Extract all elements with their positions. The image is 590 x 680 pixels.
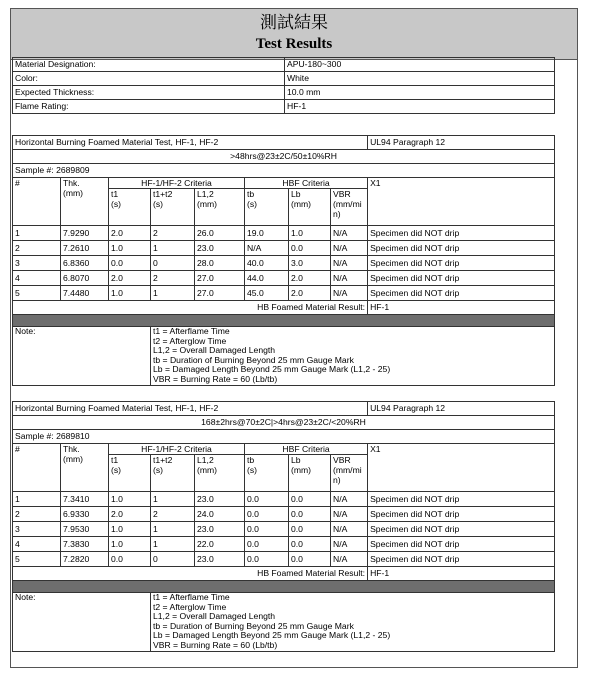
table-cell: 1.0 <box>109 537 151 552</box>
section-divider <box>13 581 555 593</box>
table-cell: 6.8360 <box>61 256 109 271</box>
col-t1: t1 (s) <box>109 455 151 492</box>
note-label: Note: <box>13 327 151 386</box>
table-cell: 0.0 <box>245 522 289 537</box>
note-text: t1 = Afterflame Time t2 = Afterglow Time L1,2 = Overall Damaged Length tb = Duration of Burning Beyond 25 mm Gauge Mark Lb = Damaged Length Beyond 25 mm Gauge Mark (L1,2 - 25) VBR = Burning Rate = 60 (Lb/tb) <box>151 593 555 652</box>
table-cell: 7.2820 <box>61 552 109 567</box>
test-section-2 <box>12 401 555 652</box>
table-cell: 26.0 <box>195 226 245 241</box>
result-value: HF-1 <box>368 301 555 315</box>
table-cell: 2 <box>151 507 195 522</box>
result-label: HB Foamed Material Result: <box>13 567 368 581</box>
table-cell: 2 <box>151 226 195 241</box>
table-cell: 7.3410 <box>61 492 109 507</box>
material-info-table <box>12 57 555 114</box>
table-cell: N/A <box>331 271 368 286</box>
table-cell: 2.0 <box>109 271 151 286</box>
table-cell: 23.0 <box>195 492 245 507</box>
table-cell: 1 <box>151 241 195 256</box>
flame-rating-label: Flame Rating: <box>13 100 285 114</box>
table-cell: 0.0 <box>289 507 331 522</box>
conditioning: >48hrs@23±2C/50±10%RH <box>13 150 555 164</box>
table-cell: 0.0 <box>245 552 289 567</box>
table-cell: N/A <box>245 241 289 256</box>
section-divider <box>13 315 555 327</box>
table-cell: 5 <box>13 286 61 301</box>
table-cell: 2 <box>151 271 195 286</box>
paragraph-ref: UL94 Paragraph 12 <box>368 136 555 150</box>
table-cell: 4 <box>13 271 61 286</box>
table-cell: 0 <box>151 256 195 271</box>
table-cell: N/A <box>331 256 368 271</box>
table-row <box>13 537 555 552</box>
sample-number: Sample #: 2689810 <box>13 430 555 444</box>
table-cell: Specimen did NOT drip <box>368 226 555 241</box>
col-vbr: VBR (mm/mi n) <box>331 189 368 226</box>
material-row <box>13 100 555 114</box>
table-cell: 1 <box>151 286 195 301</box>
table-cell: 27.0 <box>195 271 245 286</box>
col-thk: Thk. (mm) <box>61 444 109 492</box>
col-x1: X1 <box>368 444 555 492</box>
conditioning: 168±2hrs@70±2C|>4hrs@23±2C/<20%RH <box>13 416 555 430</box>
table-cell: N/A <box>331 241 368 256</box>
table-cell: N/A <box>331 522 368 537</box>
table-cell: 3 <box>13 256 61 271</box>
material-row <box>13 72 555 86</box>
col-t1t2: t1+t2 (s) <box>151 455 195 492</box>
col-vbr: VBR (mm/mi n) <box>331 455 368 492</box>
col-hf-criteria: HF-1/HF-2 Criteria <box>109 178 245 189</box>
color-value: White <box>285 72 555 86</box>
table-cell: 0.0 <box>289 492 331 507</box>
table-cell: 6.9330 <box>61 507 109 522</box>
col-l12: L1,2 (mm) <box>195 455 245 492</box>
note-text: t1 = Afterflame Time t2 = Afterglow Time L1,2 = Overall Damaged Length tb = Duration of Burning Beyond 25 mm Gauge Mark Lb = Damaged Length Beyond 25 mm Gauge Mark (L1,2 - 25) VBR = Burning Rate = 60 (Lb/tb) <box>151 327 555 386</box>
table-cell: 6.8070 <box>61 271 109 286</box>
table-cell: Specimen did NOT drip <box>368 522 555 537</box>
col-num: # <box>13 444 61 492</box>
table-row <box>13 552 555 567</box>
table-row <box>13 492 555 507</box>
table-cell: 0.0 <box>109 552 151 567</box>
table-cell: Specimen did NOT drip <box>368 507 555 522</box>
table-cell: Specimen did NOT drip <box>368 552 555 567</box>
table-cell: 1 <box>151 537 195 552</box>
col-x1: X1 <box>368 178 555 226</box>
table-cell: 2.0 <box>109 226 151 241</box>
flame-rating-value: HF-1 <box>285 100 555 114</box>
table-cell: N/A <box>331 286 368 301</box>
table-row <box>13 286 555 301</box>
table-cell: 23.0 <box>195 241 245 256</box>
table-cell: 1 <box>13 492 61 507</box>
table-cell: Specimen did NOT drip <box>368 537 555 552</box>
col-t1t2: t1+t2 (s) <box>151 189 195 226</box>
table-cell: N/A <box>331 492 368 507</box>
table-cell: 1.0 <box>109 286 151 301</box>
table-cell: 0.0 <box>245 537 289 552</box>
table-row <box>13 271 555 286</box>
table-cell: Specimen did NOT drip <box>368 492 555 507</box>
table-row <box>13 522 555 537</box>
table-cell: 2 <box>13 507 61 522</box>
table-row <box>13 226 555 241</box>
col-tb: tb (s) <box>245 189 289 226</box>
thickness-value: 10.0 mm <box>285 86 555 100</box>
table-cell: Specimen did NOT drip <box>368 241 555 256</box>
table-cell: 2.0 <box>289 271 331 286</box>
test-name: Horizontal Burning Foamed Material Test, HF-1, HF-2 <box>13 136 368 150</box>
col-lb: Lb (mm) <box>289 455 331 492</box>
col-lb: Lb (mm) <box>289 189 331 226</box>
table-cell: Specimen did NOT drip <box>368 286 555 301</box>
col-t1: t1 (s) <box>109 189 151 226</box>
color-label: Color: <box>13 72 285 86</box>
table-cell: 1 <box>151 492 195 507</box>
material-row <box>13 86 555 100</box>
table-cell: 7.4480 <box>61 286 109 301</box>
table-cell: 27.0 <box>195 286 245 301</box>
table-cell: 22.0 <box>195 537 245 552</box>
col-tb: tb (s) <box>245 455 289 492</box>
table-cell: 5 <box>13 552 61 567</box>
table-cell: 0.0 <box>289 552 331 567</box>
table-cell: Specimen did NOT drip <box>368 271 555 286</box>
col-num: # <box>13 178 61 226</box>
table-cell: 7.3830 <box>61 537 109 552</box>
table-cell: 3.0 <box>289 256 331 271</box>
table-cell: 0.0 <box>289 522 331 537</box>
table-cell: 7.9290 <box>61 226 109 241</box>
table-cell: 2 <box>13 241 61 256</box>
material-value: APU-180~300 <box>285 58 555 72</box>
table-cell: 28.0 <box>195 256 245 271</box>
col-hbf-criteria: HBF Criteria <box>245 444 368 455</box>
result-value: HF-1 <box>368 567 555 581</box>
table-cell: 23.0 <box>195 552 245 567</box>
table-cell: 3 <box>13 522 61 537</box>
table-cell: 2.0 <box>289 286 331 301</box>
table-row <box>13 241 555 256</box>
table-cell: 1 <box>13 226 61 241</box>
table-cell: 1.0 <box>109 522 151 537</box>
col-hf-criteria: HF-1/HF-2 Criteria <box>109 444 245 455</box>
table-cell: 1 <box>151 522 195 537</box>
test-name: Horizontal Burning Foamed Material Test, HF-1, HF-2 <box>13 402 368 416</box>
table-cell: N/A <box>331 537 368 552</box>
col-thk: Thk. (mm) <box>61 178 109 226</box>
table-cell: 0 <box>151 552 195 567</box>
note-label: Note: <box>13 593 151 652</box>
table-cell: 1.0 <box>289 226 331 241</box>
col-hbf-criteria: HBF Criteria <box>245 178 368 189</box>
table-cell: Specimen did NOT drip <box>368 256 555 271</box>
table-cell: 0.0 <box>289 537 331 552</box>
table-cell: 4 <box>13 537 61 552</box>
table-cell: 44.0 <box>245 271 289 286</box>
table-cell: N/A <box>331 552 368 567</box>
material-row <box>13 58 555 72</box>
table-cell: 7.9530 <box>61 522 109 537</box>
table-cell: 0.0 <box>289 241 331 256</box>
col-l12: L1,2 (mm) <box>195 189 245 226</box>
table-cell: 19.0 <box>245 226 289 241</box>
paragraph-ref: UL94 Paragraph 12 <box>368 402 555 416</box>
table-row <box>13 256 555 271</box>
table-cell: 0.0 <box>245 492 289 507</box>
table-cell: 1.0 <box>109 241 151 256</box>
table-cell: 0.0 <box>109 256 151 271</box>
sample-number: Sample #: 2689809 <box>13 164 555 178</box>
test-section-1 <box>12 135 555 386</box>
table-cell: N/A <box>331 507 368 522</box>
title-english: Test Results <box>255 36 333 52</box>
table-cell: 1.0 <box>109 492 151 507</box>
table-cell: N/A <box>331 226 368 241</box>
table-cell: 7.2610 <box>61 241 109 256</box>
title-chinese: 測試結果 <box>260 13 328 33</box>
material-label: Material Designation: <box>13 58 285 72</box>
table-cell: 24.0 <box>195 507 245 522</box>
table-cell: 0.0 <box>245 507 289 522</box>
table-cell: 40.0 <box>245 256 289 271</box>
result-label: HB Foamed Material Result: <box>13 301 368 315</box>
table-row <box>13 507 555 522</box>
thickness-label: Expected Thickness: <box>13 86 285 100</box>
table-cell: 45.0 <box>245 286 289 301</box>
page-header <box>11 9 577 60</box>
table-cell: 2.0 <box>109 507 151 522</box>
table-cell: 23.0 <box>195 522 245 537</box>
